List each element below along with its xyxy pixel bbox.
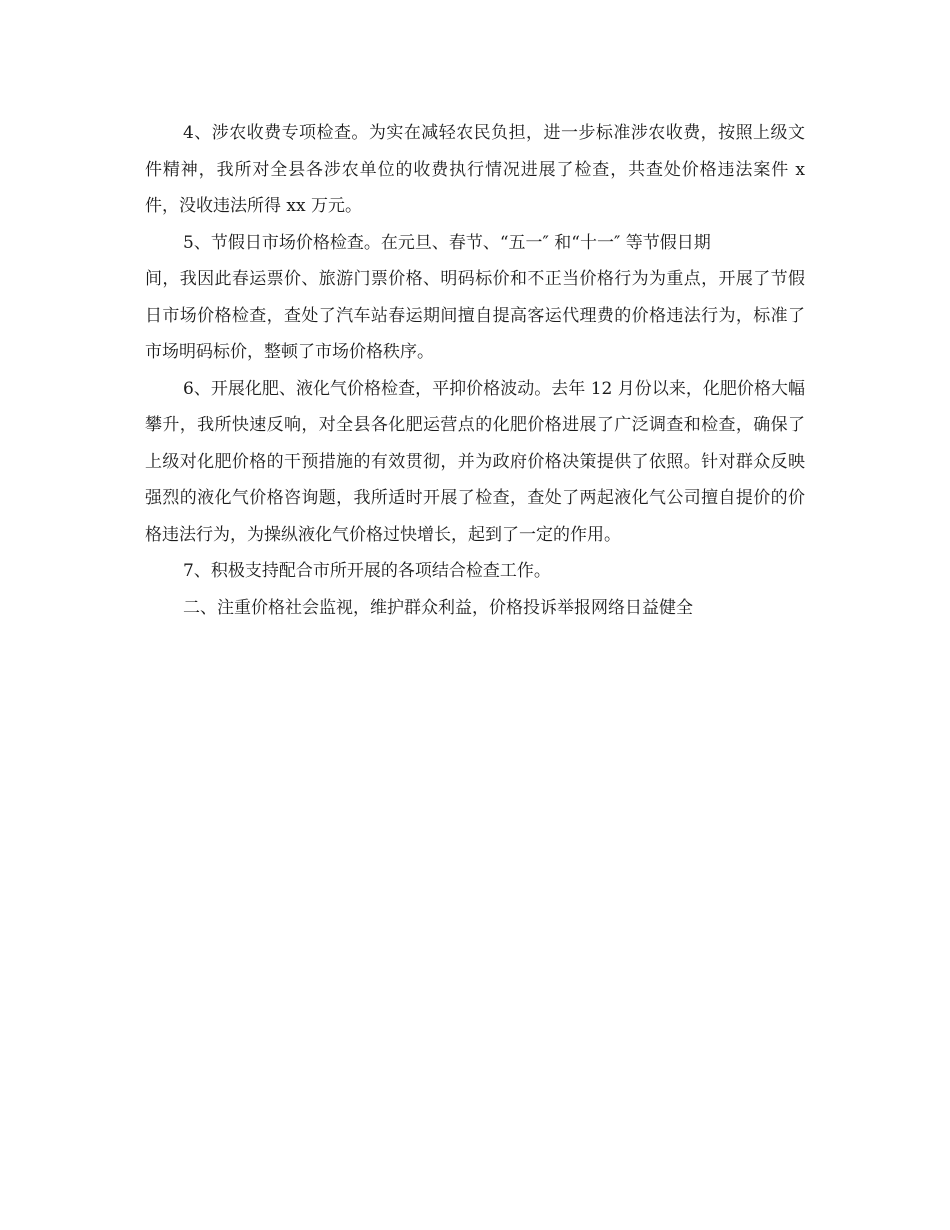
- paragraph-item-4: 4、涉农收费专项检查。为实在减轻农民负担，进一步标准涉农收费，按照上级文件精神，我所对全县各涉农单位的收费执行情况进展了检查，共查处价格违法案件 x 件，没收违法所得 xx 万元。: [145, 123, 805, 216]
- section-heading-2: 二、注重价格社会监视，维护群众利益，价格投诉举报网络日益健全: [183, 597, 693, 618]
- paragraph-item-5-continued: 间，我因此春运票价、旅游门票价格、明码标价和不正当价格行为为重点，开展了节假日市场价格检查，查处了汽车站春运期间擅自提高客运代理费的价格违法行为，标准了市场明码标价，整顿了市场价格秩序。: [145, 269, 805, 362]
- paragraph-item-6: 6、开展化肥、液化气价格检查，平抑价格波动。去年 12 月份以来，化肥价格大幅攀升，我所快速反响，对全县各化肥运营点的化肥价格进展了广泛调查和检查，确保了上级对化肥价格的干预措施的有效贯彻，并为政府价格决策提供了依照。针对群众反映强烈的液化气价格咨询题，我所适时开展了检查，查处了两起液化气公司擅自提价的价格违法行为，为操纵液化气价格过快增长，起到了一定的作用。: [145, 378, 805, 545]
- paragraph-item-5: 5、节假日市场价格检查。在元旦、春节、“五一″ 和“十一″ 等节假日期: [183, 232, 711, 253]
- paragraph-item-7: 7、积极支持配合市所开展的各项结合检查工作。: [183, 561, 551, 581]
- document-body: [145, 115, 805, 626]
